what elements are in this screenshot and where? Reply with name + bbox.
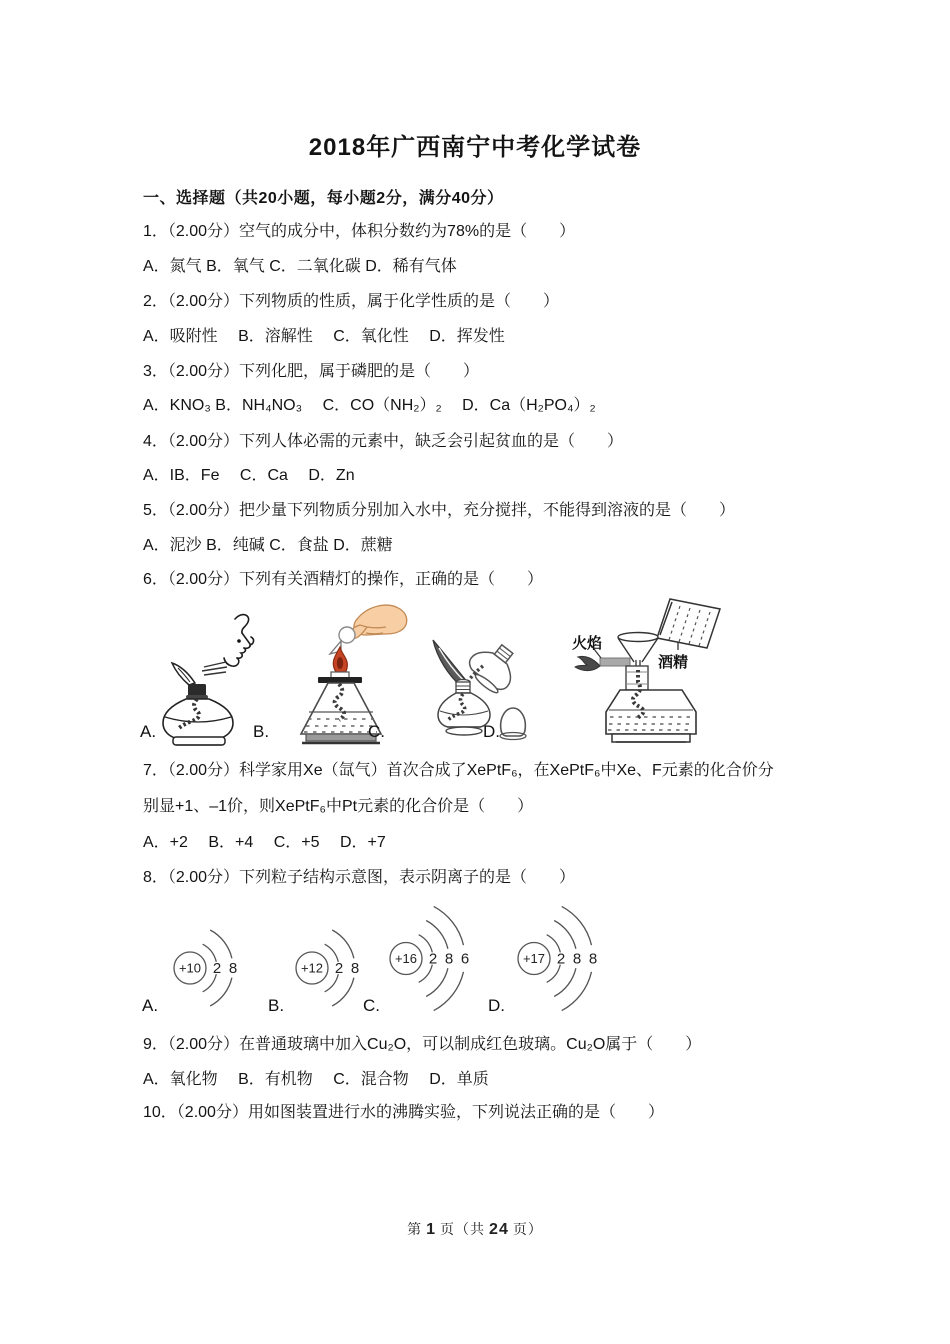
hand-icon bbox=[350, 605, 407, 638]
q8-option-label-b: B. bbox=[268, 996, 285, 1015]
question-9-stem: 9．（2.00分）在普通玻璃中加入Cu₂O，可以制成红色玻璃。Cu₂O属于（ ） bbox=[143, 1036, 702, 1053]
q8-option-label-d: D. bbox=[488, 996, 505, 1015]
question-6-stem: 6．（2.00分）下列有关酒精灯的操作，正确的是（ ） bbox=[143, 571, 544, 588]
svg-text:+17: +17 bbox=[522, 951, 546, 966]
question-9-options: A．氧化物 B．有机物 C．混合物 D．单质 bbox=[143, 1071, 489, 1088]
lamp-lighting-illustration bbox=[268, 592, 413, 750]
svg-text:8: 8 bbox=[444, 950, 454, 968]
pour-alcohol-illustration bbox=[556, 588, 746, 752]
total-pages: 24 bbox=[489, 1221, 509, 1238]
question-2-options: A．吸附性 B．溶解性 C．氧化性 D．挥发性 bbox=[143, 328, 505, 345]
svg-text:8: 8 bbox=[350, 960, 360, 977]
particle-structure-icon bbox=[512, 900, 605, 1017]
question-2-stem: 2．（2.00分）下列物质的性质，属于化学性质的是（ ） bbox=[143, 293, 560, 310]
question-5-stem: 5．（2.00分）把少量下列物质分别加入水中，充分搅拌，不能得到溶液的是（ ） bbox=[143, 502, 736, 519]
question-10-stem: 10．（2.00分）用如图装置进行水的沸腾实验，下列说法正确的是（ ） bbox=[143, 1104, 664, 1121]
page-title: 2018年广西南宁中考化学试卷 bbox=[308, 134, 642, 161]
section-header: 一、选择题（共20小题，每小题2分，满分40分） bbox=[143, 190, 504, 207]
svg-text:2: 2 bbox=[556, 950, 566, 968]
page-footer bbox=[0, 1219, 950, 1239]
svg-text:+16: +16 bbox=[394, 951, 418, 966]
question-4-stem: 4．（2.00分）下列人体必需的元素中，缺乏会引起贫血的是（ ） bbox=[143, 433, 624, 450]
question-4-options: A．IB．Fe C．Ca D．Zn bbox=[143, 467, 355, 484]
particle-structure-icon bbox=[168, 924, 245, 1012]
alcohol-annotation: 酒精 bbox=[658, 654, 689, 671]
particle-diagram-a bbox=[168, 924, 245, 1017]
question-5-options: A．泥沙 B．纯碱 C．食盐 D．蔗糖 bbox=[143, 537, 393, 554]
q6-option-label-a: A. bbox=[140, 722, 157, 741]
q6-figure-light-with-match bbox=[268, 592, 413, 750]
q6-figure-blow-out-lamp bbox=[140, 596, 258, 748]
question-3-stem: 3．（2.00分）下列化肥，属于磷肥的是（ ） bbox=[143, 363, 480, 380]
particle-diagram-d bbox=[512, 900, 605, 1022]
particle-diagram-c bbox=[384, 900, 477, 1022]
footer-prefix: 第 bbox=[407, 1221, 423, 1237]
side-flame-icon bbox=[575, 656, 600, 670]
q6-option-label-c: C. bbox=[368, 722, 385, 741]
question-7-stem-line1: 7．（2.00分）科学家用Xe（氙气）首次合成了XePtF₆，在XePtF₆中Xe、F元素的化合价分 bbox=[143, 762, 774, 779]
q6-figure-add-alcohol bbox=[556, 588, 746, 752]
page-number: 1 bbox=[426, 1221, 437, 1238]
question-1-stem: 1．（2.00分）空气的成分中，体积分数约为78%的是（ ） bbox=[143, 223, 576, 240]
breath-lines-icon bbox=[202, 662, 227, 675]
lamp-blowout-illustration bbox=[140, 596, 258, 748]
q8-option-label-c: C. bbox=[363, 996, 380, 1015]
svg-text:+10: +10 bbox=[178, 960, 202, 976]
svg-text:2: 2 bbox=[334, 960, 344, 977]
svg-text:2: 2 bbox=[212, 960, 222, 977]
svg-text:6: 6 bbox=[460, 950, 470, 968]
svg-text:2: 2 bbox=[428, 950, 438, 968]
particle-structure-icon bbox=[384, 900, 477, 1017]
question-7-stem-line2: 别显+1、–1价，则XePtF₆中Pt元素的化合价是（ ） bbox=[143, 798, 534, 815]
particle-structure-icon bbox=[290, 924, 367, 1012]
flame-annotation: 火焰 bbox=[572, 635, 603, 652]
question-8-stem: 8．（2.00分）下列粒子结构示意图，表示阴离子的是（ ） bbox=[143, 869, 576, 886]
lamp-cap-icon bbox=[501, 708, 526, 736]
svg-text:8: 8 bbox=[572, 950, 582, 968]
svg-text:8: 8 bbox=[228, 960, 238, 977]
question-7-options: A．+2 B．+4 C．+5 D．+7 bbox=[143, 834, 386, 851]
particle-diagram-b bbox=[290, 924, 367, 1017]
svg-text:8: 8 bbox=[588, 950, 598, 968]
q6-option-label-d: D. bbox=[483, 722, 500, 741]
footer-middle: 页（共 bbox=[440, 1221, 486, 1237]
funnel-icon bbox=[618, 633, 658, 642]
question-1-options: A．氮气 B．氧气 C．二氧化碳 D．稀有气体 bbox=[143, 258, 457, 275]
alcohol-cup-icon bbox=[657, 599, 720, 648]
q8-option-label-a: A. bbox=[142, 996, 159, 1015]
footer-suffix: 页） bbox=[512, 1221, 543, 1237]
q6-option-label-b: B. bbox=[253, 722, 270, 741]
svg-text:+12: +12 bbox=[300, 960, 324, 976]
question-3-options: A．KNO₃ B．NH₄NO₃ C．CO（NH₂）₂ D．Ca（H₂PO₄）₂ bbox=[143, 397, 596, 414]
tilted-lamp-icon bbox=[462, 635, 525, 698]
